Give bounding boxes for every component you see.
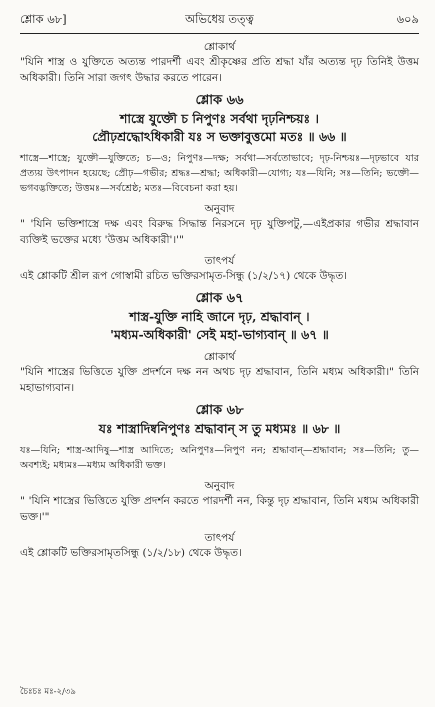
verse-67-title: শ্লোক ৬৭ [195, 291, 244, 306]
verse-66-title: শ্লোক ৬৬ [195, 93, 244, 108]
header-page-number: ৬০৯ [396, 12, 419, 26]
verse-67-label: শ্লোকার্থ [203, 351, 236, 363]
verse-68-line-1: যঃ শাস্ত্রাদিষ্বনিপুণঃ শ্রদ্ধাবান্ স তু মধ্যমঃ ॥ ৬৮ ॥ [98, 421, 341, 436]
translation-paragraph: "যিনি শাস্ত্র ও যুক্তিতে অত্যন্ত পারদর্শী এবং শ্রীকৃষ্ণের প্রতি শ্রদ্ধা যাঁর অত্যন্ত দৃঢ় তিনিই উত্তম অধিকারী। তিনি সারা জগৎ উদ্ধার করতে পারেন। [20, 56, 419, 84]
verse-68-anubad: " 'যিনি শাস্ত্রের ভিত্তিতে যুক্তি প্রদর্শন করতে পারদর্শী নন, কিন্তু দৃঢ় শ্রদ্ধাবান, তিনি মধ্যম অধিকারী ভক্ত।'" [20, 495, 419, 523]
verse-66-anubad-label: অনুবাদ [204, 203, 235, 215]
verse-66-line-2: প্রৌঢ়শ্রদ্ধোঽধিকারী যঃ স ভক্তাবুত্তমো মতঃ ॥ ৬৬ ॥ [92, 129, 347, 144]
running-header [20, 10, 419, 28]
page-body [20, 40, 419, 561]
verse-68-tatparya: এই শ্লোকটি ভক্তিরসামৃতসিন্ধু (১/২/১৮) থেকে উদ্ধৃত। [20, 547, 242, 559]
page-footer: চৈঃচঃ মঃ-২/৩৯ [20, 687, 76, 697]
verse-68-tatparya-label: তাৎপর্য [204, 532, 235, 544]
header-chapter-title: অভিধেয় তত্ত্ব [185, 12, 254, 26]
verse-66-anubad: " 'যিনি ভক্তিশাস্ত্রে দক্ষ এবং বিরুদ্ধ সিদ্ধান্ত নিরসনে দৃঢ় যুক্তিপটু,—এইপ্রকার গভীর শ্রদ্ধাবান ব্যক্তিই ভক্তের মধ্যে 'উত্তম অধিকারী'।'" [20, 218, 419, 246]
verse-66-word-meanings: শাস্ত্রে—শাস্ত্রে; যুক্তৌ—যুক্তিতে; চ—ও; নিপুণঃ—দক্ষ; সর্বথা—সর্বতোভাবে; দৃঢ়-নিশ্চয়ঃ—দৃঢ়ভাবে যার প্রত্যয় উৎপাদন হয়েছে; প্রৌঢ়—গভীর; শ্রদ্ধঃ—শ্রদ্ধা; অধিকারী—যোগ্য; যঃ—যিনি; সঃ—তিনি; ভক্তৌ—ভগবদ্ভক্তিতে; উত্তমঃ—সর্বশ্রেষ্ঠ; মতঃ—বিবেচনা করা হয়। [20, 153, 419, 194]
verse-67-line-1: শাস্ত্র-যুক্তি নাহি জানে দৃঢ়, শ্রদ্ধাবান্ । [129, 309, 310, 324]
verse-66-tatparya-label: তাৎপর্য [204, 255, 235, 267]
header-verse-ref: শ্লোক ৬৮] [20, 12, 67, 26]
section-label-translation: শ্লোকার্থ [203, 41, 236, 53]
verse-68-word-meanings: যঃ—যিনি; শাস্ত্র-আদিষু—শাস্ত্র আদিতে; অনিপুণঃ—নিপুণ নন; শ্রদ্ধাবান্—শ্রদ্ধাবান; সঃ—তিনি; তু—অবশ্যই; মধ্যমঃ—মধ্যম অধিকারী ভক্ত। [20, 445, 419, 471]
verse-67-line-2: 'মধ্যম-অধিকারী' সেই মহা-ভাগ্যবান্ ॥ ৬৭ ॥ [110, 327, 329, 342]
verse-67-translation: "যিনি শাস্ত্রের ভিত্তিতে যুক্তি প্রদর্শনে দক্ষ নন অথচ দৃঢ় শ্রদ্ধাবান, তিনি মধ্যম অধিকারী।" তিনি মহাভাগ্যবান। [20, 366, 419, 394]
verse-66-tatparya: এই শ্লোকটি শ্রীল রূপ গোস্বামী রচিত ভক্তিরসামৃত-সিন্ধু (১/২/১৭) থেকে উদ্ধৃত। [20, 270, 348, 282]
verse-68-anubad-label: অনুবাদ [204, 480, 235, 492]
header-rule [20, 33, 419, 34]
verse-66-line-1: শাস্ত্রে যুক্তৌ চ নিপুণঃ সর্বথা দৃঢ়নিশ্চয়ঃ । [120, 111, 319, 126]
verse-68-title: শ্লোক ৬৮ [195, 403, 244, 418]
